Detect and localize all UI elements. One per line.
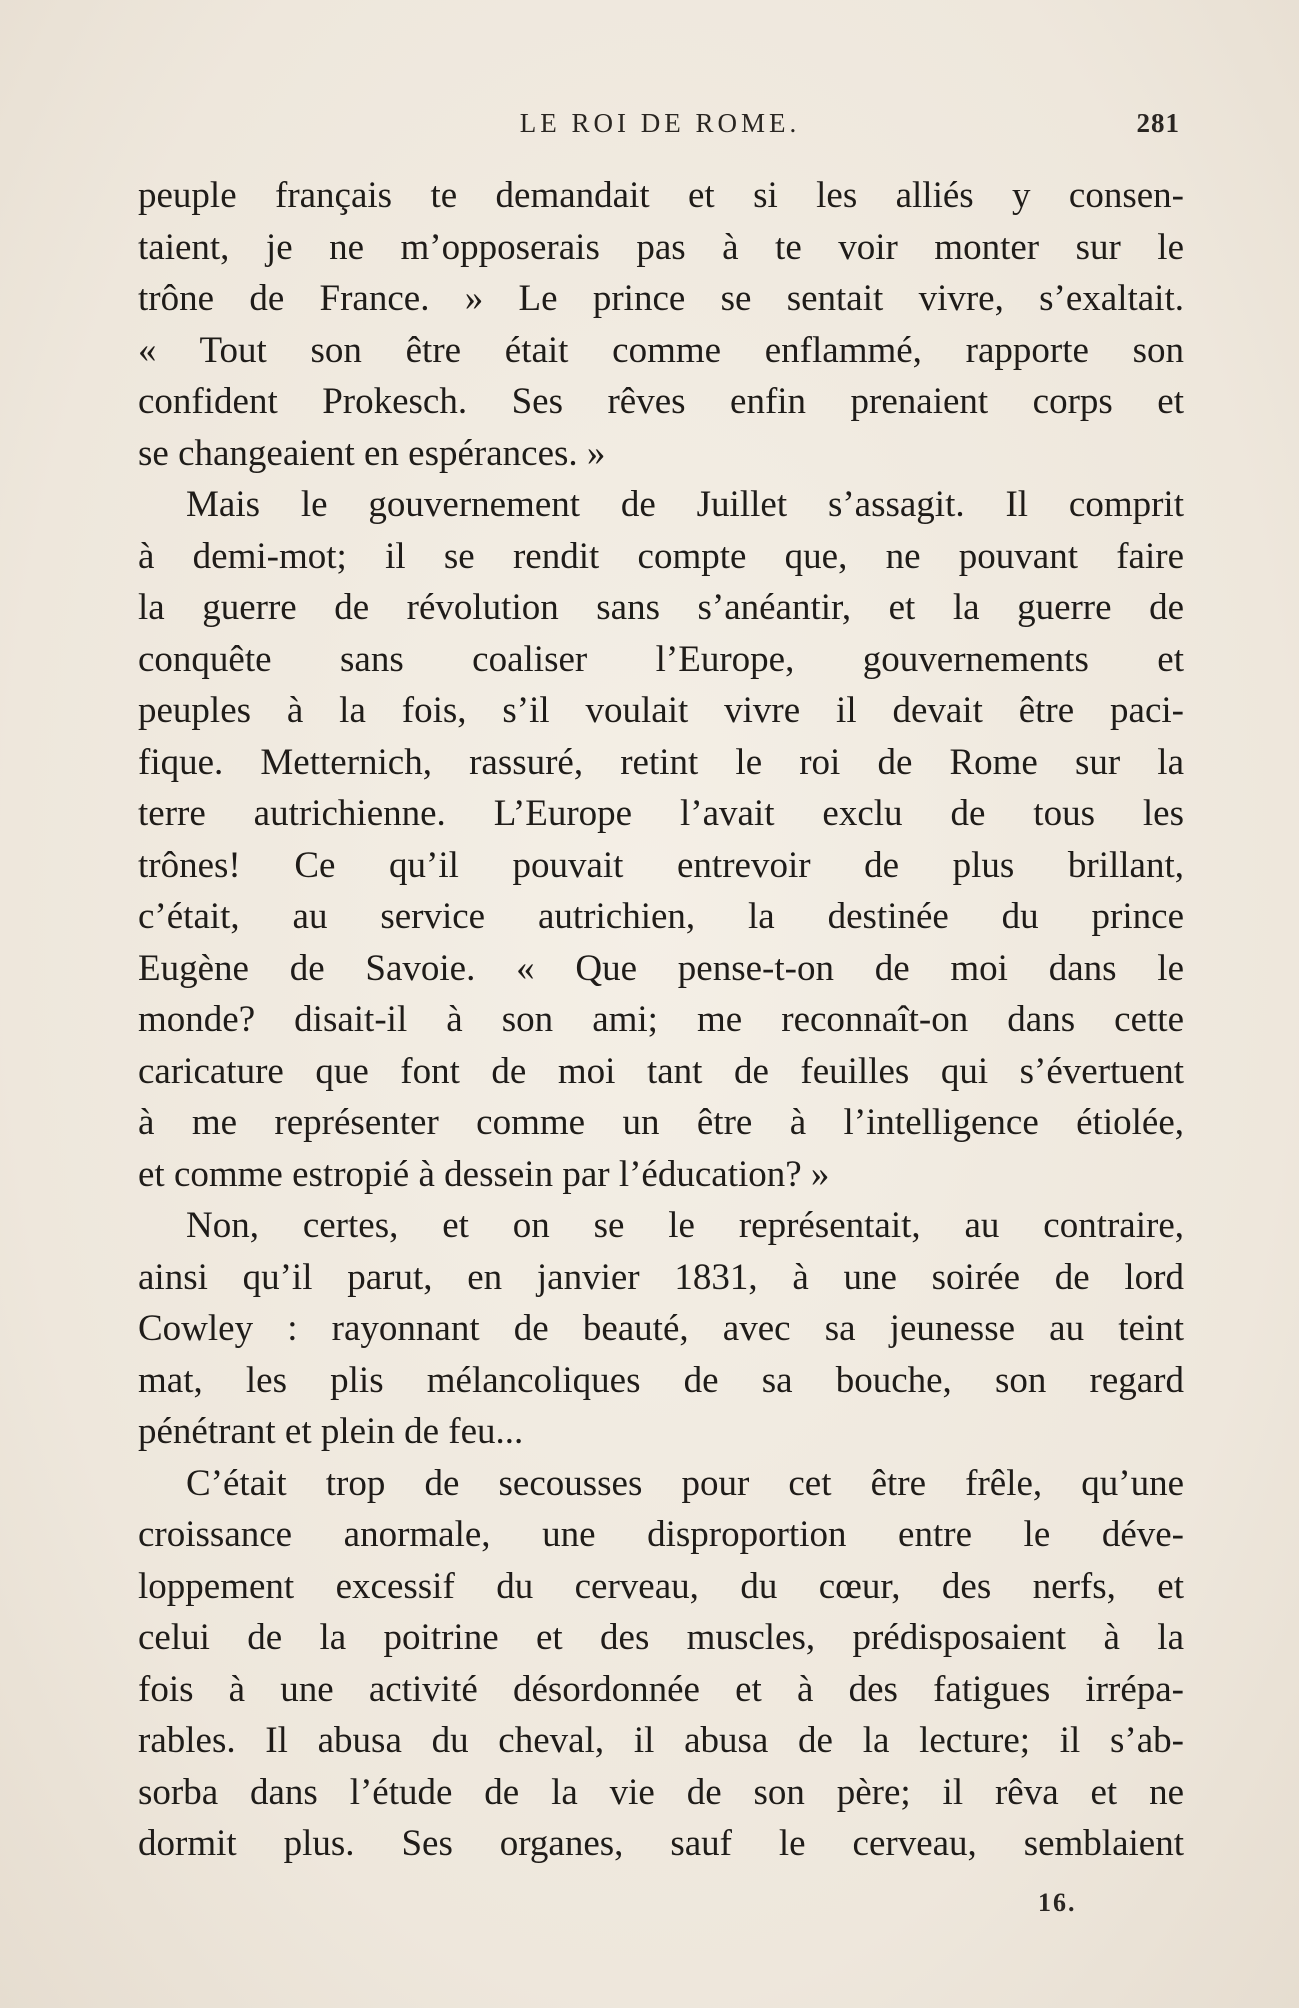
- text-line: et comme estropié à dessein par l’éducation? »: [138, 1153, 830, 1195]
- text-line: peuple français te demandait et si les alliés y consen-: [138, 175, 1184, 216]
- running-title: LE ROI DE ROME.: [519, 108, 801, 138]
- text-line: Eugène de Savoie. « Que pense-t-on de moi dans le: [138, 947, 1184, 989]
- text-line: mat, les plis mélancoliques de sa bouche, son regard: [138, 1359, 1184, 1401]
- text-line: sorba dans l’étude de la vie de son père; il rêva et ne: [138, 1771, 1184, 1813]
- text-line: c’était, au service autrichien, la destinée du prince: [138, 896, 1184, 937]
- signature-mark: 16.: [1038, 1888, 1077, 1917]
- page-header: [140, 108, 1180, 148]
- text-line: dormit plus. Ses organes, sauf le cerveau, semblaient: [138, 1823, 1184, 1864]
- text-line: pénétrant et plein de feu...: [138, 1411, 524, 1452]
- text-line: C’était trop de secousses pour cet être frêle, qu’une: [186, 1462, 1184, 1504]
- page-number: 281: [1136, 108, 1180, 138]
- text-line: « Tout son être était comme enflammé, rapporte son: [138, 329, 1184, 371]
- text-line: monde? disait-il à son ami; me reconnaît-on dans cette: [138, 999, 1184, 1040]
- text-line: taient, je ne m’opposerais pas à te voir monter sur le: [138, 226, 1184, 268]
- text-line: rables. Il abusa du cheval, il abusa de la lecture; il s’ab-: [138, 1720, 1184, 1761]
- body-text: [138, 170, 1184, 1870]
- text-line: confident Prokesch. Ses rêves enfin prenaient corps et: [138, 381, 1184, 422]
- text-line: caricature que font de moi tant de feuilles qui s’évertuent: [138, 1050, 1184, 1092]
- text-line: à me représenter comme un être à l’intelligence étiolée,: [138, 1102, 1184, 1143]
- text-line: Non, certes, et on se le représentait, au contraire,: [186, 1205, 1184, 1246]
- text-line: celui de la poitrine et des muscles, prédisposaient à la: [138, 1617, 1184, 1658]
- text-line: conquête sans coaliser l’Europe, gouvernements et: [138, 638, 1184, 680]
- text-line: Mais le gouvernement de Juillet s’assagit. Il comprit: [186, 484, 1184, 525]
- text-line: Cowley : rayonnant de beauté, avec sa jeunesse au teint: [138, 1308, 1184, 1349]
- text-line: à demi-mot; il se rendit compte que, ne pouvant faire: [138, 535, 1184, 577]
- text-line: trônes! Ce qu’il pouvait entrevoir de plus brillant,: [138, 844, 1184, 886]
- text-line: terre autrichienne. L’Europe l’avait exclu de tous les: [138, 793, 1184, 834]
- text-line: croissance anormale, une disproportion entre le déve-: [138, 1514, 1184, 1555]
- text-line: la guerre de révolution sans s’anéantir, et la guerre de: [138, 587, 1184, 628]
- text-line: fois à une activité désordonnée et à des fatigues irrépa-: [138, 1668, 1184, 1710]
- text-line: ainsi qu’il parut, en janvier 1831, à une soirée de lord: [138, 1256, 1184, 1298]
- text-line: fique. Metternich, rassuré, retint le roi de Rome sur la: [138, 741, 1184, 783]
- text-line: se changeaient en espérances. »: [138, 432, 606, 474]
- text-line: trône de France. » Le prince se sentait vivre, s’exaltait.: [138, 278, 1184, 319]
- text-line: peuples à la fois, s’il voulait vivre il devait être paci-: [138, 690, 1184, 731]
- text-line: loppement excessif du cerveau, du cœur, des nerfs, et: [138, 1565, 1184, 1607]
